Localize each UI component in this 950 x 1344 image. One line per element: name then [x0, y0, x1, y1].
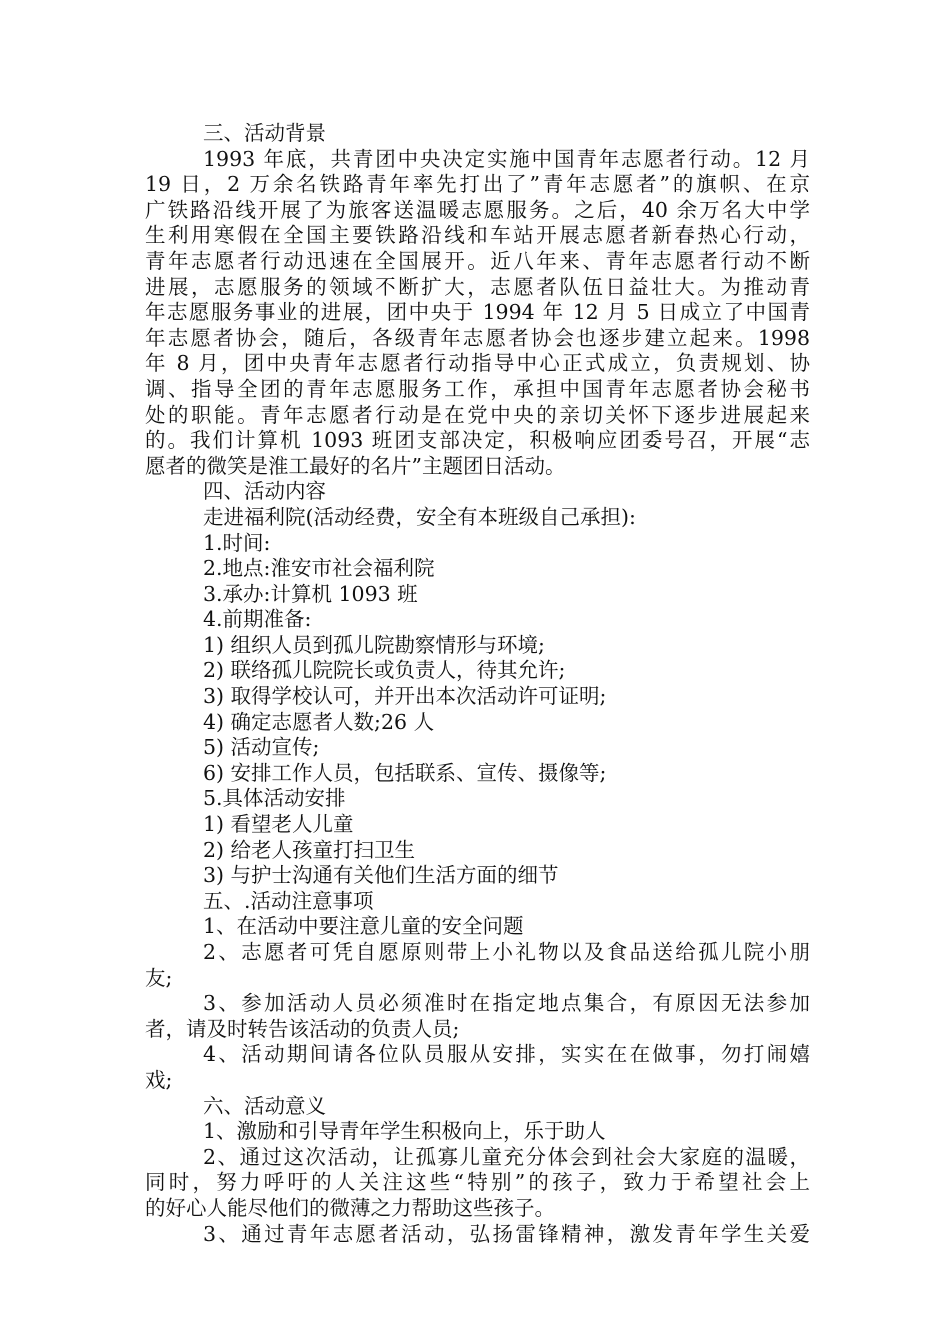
document-line: 三、活动背景 — [203, 121, 326, 145]
document-line: 调、指导全团的青年志愿服务工作，承担中国青年志愿者协会秘书 — [145, 376, 810, 401]
document-line: 走进福利院(活动经费，安全有本班级自己承担): — [203, 504, 636, 529]
document-line: 生利用寒假在全国主要铁路沿线和车站开展志愿者新春热心行动， — [145, 223, 810, 248]
document-line: 3) 与护士沟通有关他们生活方面的细节 — [203, 863, 559, 888]
document-line: 5.具体活动安排 — [203, 786, 346, 811]
document-line: 的好心人能尽他们的微薄之力帮助这些孩子。 — [145, 1195, 555, 1220]
document-line: 年志愿服务事业的进展，团中央于 1994 年 12 月 5 日成立了中国青 — [145, 300, 810, 325]
document-line: 愿者的微笑是淮工最好的名片”主题团日活动。 — [145, 453, 566, 478]
document-line: 广铁路沿线开展了为旅客送温暖志愿服务。之后，40 余万名大中学 — [145, 197, 810, 222]
document-line: 进展，志愿服务的领域不断扩大，志愿者队伍日益壮大。为推动青 — [145, 274, 810, 299]
document-line: 3、参加活动人员必须准时在指定地点集合，有原因无法参加 — [203, 991, 810, 1016]
document-line: 4.前期准备: — [203, 607, 312, 632]
document-line: 3.承办:计算机 1093 班 — [203, 581, 418, 606]
document-line: 四、活动内容 — [203, 479, 326, 504]
document-line: 3、通过青年志愿者活动，弘扬雷锋精神，激发青年学生关爱 — [203, 1221, 810, 1246]
document-line: 者，请及时转告该活动的负责人员; — [145, 1016, 460, 1041]
document-line: 4) 确定志愿者人数;26 人 — [203, 709, 435, 734]
document-line: 1、在活动中要注意儿童的安全问题 — [203, 914, 524, 939]
document-line: 年 8 月，团中央青年志愿者行动指导中心正式成立，负责规划、协 — [145, 351, 810, 376]
document-line: 友; — [145, 965, 173, 990]
document-line: 19 日，2 万余名铁路青年率先打出了”青年志愿者”的旗帜、在京 — [145, 172, 810, 197]
document-body — [145, 121, 810, 1247]
document-line: 1993 年底，共青团中央决定实施中国青年志愿者行动。12 月 — [203, 146, 810, 171]
document-line: 3) 取得学校认可，并开出本次活动许可证明; — [203, 684, 607, 709]
document-line: 4、活动期间请各位队员服从安排，实实在在做事，勿打闹嬉 — [203, 1042, 810, 1067]
document-line: 同时，努力呼吁的人关注这些“特别”的孩子，致力于希望社会上 — [145, 1170, 810, 1195]
document-line: 5) 活动宣传; — [203, 735, 320, 760]
document-line: 处的职能。青年志愿者行动是在党中央的亲切关怀下逐步进展起来 — [145, 402, 810, 427]
document-line: 1) 组织人员到孤儿院勘察情形与环境; — [203, 632, 545, 657]
document-line: 6) 安排工作人员，包括联系、宣传、摄像等; — [203, 760, 607, 785]
document-line: 2.地点:淮安市社会福利院 — [203, 556, 435, 581]
document-line: 2、志愿者可凭自愿原则带上小礼物以及食品送给孤儿院小朋 — [203, 940, 810, 964]
document-line: 1) 看望老人儿童 — [203, 812, 354, 837]
document-line: 六、活动意义 — [203, 1093, 326, 1118]
document-line: 青年志愿者行动迅速在全国展开。近八年来、青年志愿者行动不断 — [145, 248, 810, 273]
document-line: 五、.活动注意事项 — [203, 888, 374, 913]
document-line: 1.时间: — [203, 530, 271, 555]
document-line: 2、通过这次活动，让孤寡儿童充分体会到社会大家庭的温暖， — [203, 1144, 810, 1169]
document-line: 的。我们计算机 1093 班团支部决定，积极响应团委号召，开展“志 — [145, 428, 810, 453]
document-line: 1、激励和引导青年学生积极向上，乐于助人 — [203, 1119, 606, 1144]
document-line: 戏; — [145, 1067, 173, 1092]
document-line: 2) 联络孤儿院院长或负责人，待其允许; — [203, 658, 566, 683]
document-line: 2) 给老人孩童打扫卫生 — [203, 837, 416, 862]
document-line: 年志愿者协会，随后，各级青年志愿者协会也逐步建立起来。1998 — [145, 325, 810, 350]
